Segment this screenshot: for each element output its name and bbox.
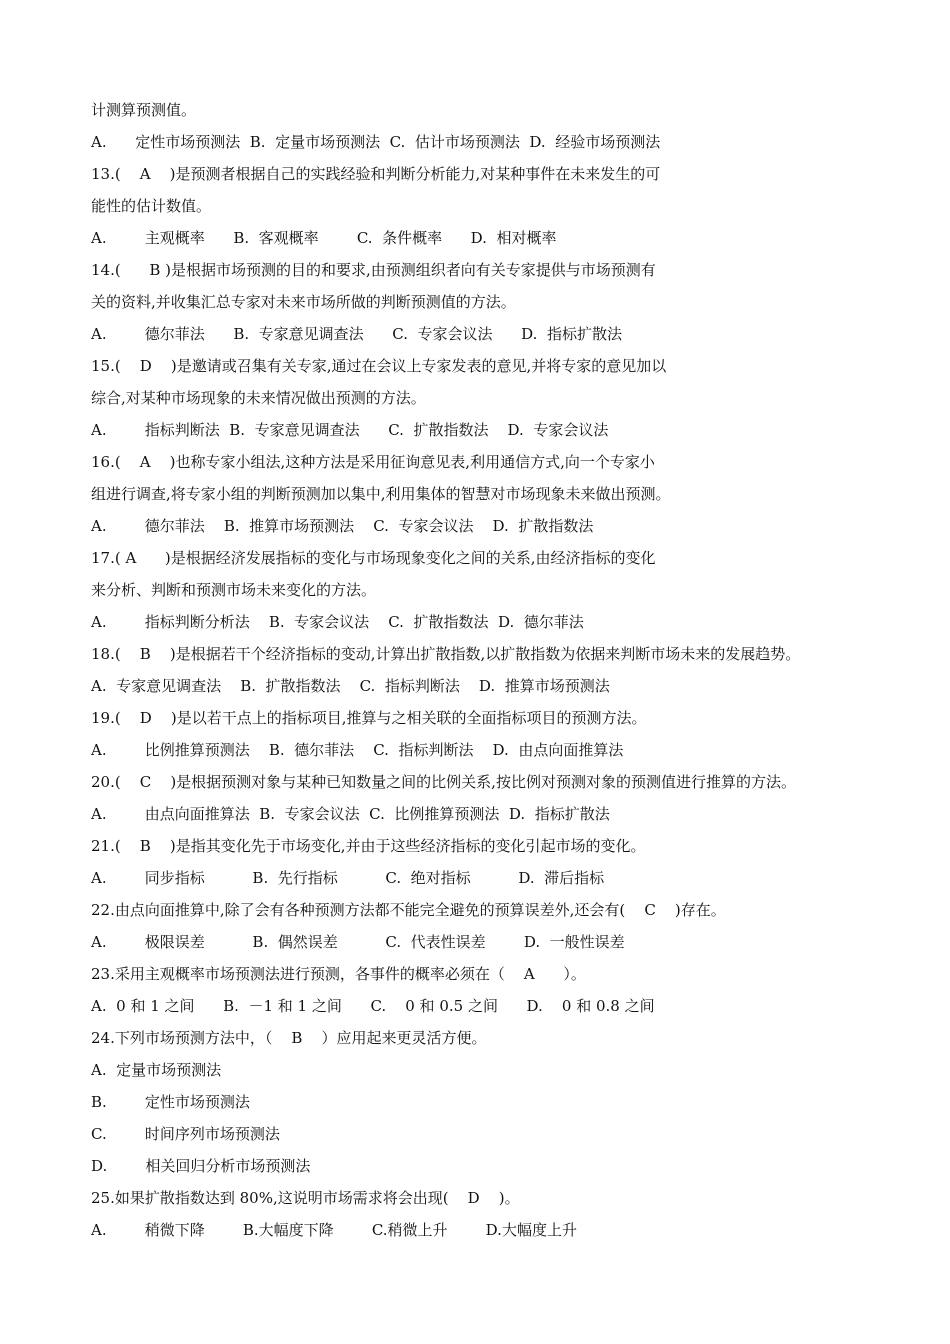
question-line: 21.( B )是指其变化先于市场变化,并由于这些经济指标的变化引起市场的变化。: [91, 837, 646, 855]
question-line: 15.( D )是邀请或召集有关专家,通过在会议上专家发表的意见,并将专家的意见加以: [91, 357, 667, 375]
option-line: A. 专家意见调查法 B. 扩散指数法 C. 指标判断法 D. 推算市场预测法: [91, 677, 610, 695]
question-line: 18.( B )是根据若干个经济指标的变动,计算出扩散指数,以扩散指数为依据来判断市场未来的发展趋势。: [91, 645, 801, 663]
option-line: A. 同步指标 B. 先行指标 C. 绝对指标 D. 滞后指标: [91, 869, 605, 887]
text-line: 计测算预测值。: [91, 101, 197, 119]
option-line: C. 时间序列市场预测法: [91, 1125, 280, 1143]
option-line: D. 相关回归分析市场预测法: [91, 1157, 311, 1175]
question-line: 20.( C )是根据预测对象与某种已知数量之间的比例关系,按比例对预测对象的预测值进行推算的方法。: [91, 773, 796, 791]
question-line: 23.采用主观概率市场预测法进行预测，各事件的概率必须在（ A ）。: [91, 965, 586, 983]
option-line: A. 指标判断法 B. 专家意见调查法 C. 扩散指数法 D. 专家会议法: [91, 421, 609, 439]
option-line: B. 定性市场预测法: [91, 1093, 250, 1111]
option-line: A. 0 和 1 之间 B. －1 和 1 之间 C. 0 和 0.5 之间 D. 0 和 0.8 之间: [91, 997, 655, 1015]
option-line: A. 比例推算预测法 B. 德尔菲法 C. 指标判断法 D. 由点向面推算法: [91, 741, 624, 759]
option-line: A. 指标判断分析法 B. 专家会议法 C. 扩散指数法 D. 德尔菲法: [91, 613, 584, 631]
text-line: 组进行调查,将专家小组的判断预测加以集中,利用集体的智慧对市场现象未来做出预测。: [91, 485, 671, 503]
question-line: 13.( A )是预测者根据自己的实践经验和判断分析能力,对某种事件在未来发生的可: [91, 165, 661, 183]
option-line: A. 极限误差 B. 偶然误差 C. 代表性误差 D. 一般性误差: [91, 933, 625, 951]
text-line: 来分析、判断和预测市场未来变化的方法。: [91, 581, 377, 599]
text-line: 能性的估计数值。: [91, 197, 212, 215]
option-line: A. 主观概率 B. 客观概率 C. 条件概率 D. 相对概率: [91, 229, 557, 247]
question-line: 22.由点向面推算中,除了会有各种预测方法都不能完全避免的预算误差外,还会有( C )存在。: [91, 901, 726, 919]
option-line: A. 定性市场预测法 B. 定量市场预测法 C. 估计市场预测法 D. 经验市场预测法: [91, 133, 661, 151]
question-line: 19.( D )是以若干点上的指标项目,推算与之相关联的全面指标项目的预测方法。: [91, 709, 647, 727]
text-line: 综合,对某种市场现象的未来情况做出预测的方法。: [91, 389, 426, 407]
option-line: A. 稍微下降 B.大幅度下降 C.稍微上升 D.大幅度上升: [91, 1221, 577, 1239]
question-line: 25.如果扩散指数达到 80%,这说明市场需求将会出现( D )。: [91, 1189, 520, 1207]
option-line: A. 德尔菲法 B. 专家意见调查法 C. 专家会议法 D. 指标扩散法: [91, 325, 622, 343]
text-line: 关的资料,并收集汇总专家对未来市场所做的判断预测值的方法。: [91, 293, 516, 311]
question-line: 17.( A )是根据经济发展指标的变化与市场现象变化之间的关系,由经济指标的变化: [91, 549, 656, 567]
question-line: 14.( B )是根据市场预测的目的和要求,由预测组织者向有关专家提供与市场预测有: [91, 261, 656, 279]
option-line: A. 由点向面推算法 B. 专家会议法 C. 比例推算预测法 D. 指标扩散法: [91, 805, 610, 823]
option-line: A. 定量市场预测法: [91, 1061, 222, 1079]
question-line: 16.( A )也称专家小组法,这种方法是采用征询意见表,利用通信方式,向一个专家小: [91, 453, 655, 471]
option-line: A. 德尔菲法 B. 推算市场预测法 C. 专家会议法 D. 扩散指数法: [91, 517, 594, 535]
question-line: 24.下列市场预测方法中，（ B ）应用起来更灵活方便。: [91, 1029, 487, 1047]
